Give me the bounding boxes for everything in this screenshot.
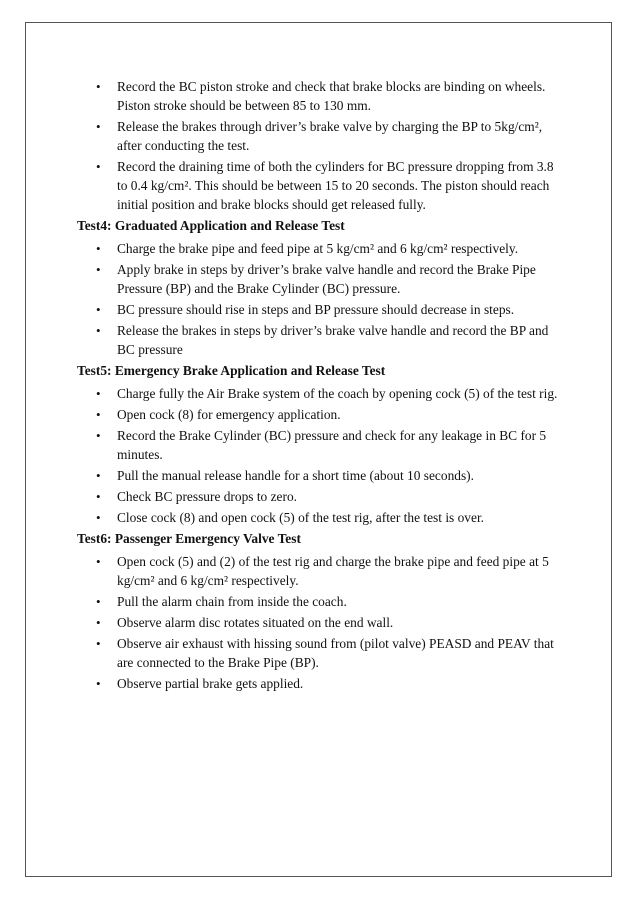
test5-section bbox=[77, 361, 562, 527]
test5-list bbox=[77, 384, 562, 527]
list-item: • Close cock (8) and open cock (5) of the test rig, after the test is over. bbox=[77, 508, 562, 527]
test6-list bbox=[77, 552, 562, 693]
section-heading: Test6: Passenger Emergency Valve Test bbox=[77, 531, 301, 546]
section-heading: Test4: Graduated Application and Release Test bbox=[77, 218, 345, 233]
list-item: • Charge fully the Air Brake system of the coach by opening cock (5) of the test rig. bbox=[77, 384, 562, 403]
list-item: • Open cock (8) for emergency application. bbox=[77, 405, 562, 424]
list-item: • Pull the alarm chain from inside the coach. bbox=[77, 592, 562, 611]
list-item: • Release the brakes through driver’s brake valve by charging the BP to 5kg/cm², after conducting the test. bbox=[77, 117, 562, 155]
list-item: • BC pressure should rise in steps and BP pressure should decrease in steps. bbox=[77, 300, 562, 319]
list-item: • Observe alarm disc rotates situated on the end wall. bbox=[77, 613, 562, 632]
intro-section bbox=[77, 77, 562, 214]
section-heading: Test5: Emergency Brake Application and Release Test bbox=[77, 363, 386, 378]
list-item: • Record the Brake Cylinder (BC) pressure and check for any leakage in BC for 5 minutes. bbox=[77, 426, 562, 464]
list-item: • Observe air exhaust with hissing sound from (pilot valve) PEASD and PEAV that are connected to the Brake Pipe (BP). bbox=[77, 634, 562, 672]
list-item: • Record the draining time of both the cylinders for BC pressure dropping from 3.8 to 0.4 kg/cm². This should be between 15 to 20 seconds. The piston should reach initial position and brake blocks should get released fully. bbox=[77, 157, 562, 214]
list-item: • Open cock (5) and (2) of the test rig and charge the brake pipe and feed pipe at 5 kg/cm² and 6 kg/cm² respectively. bbox=[77, 552, 562, 590]
list-item: • Observe partial brake gets applied. bbox=[77, 674, 562, 693]
list-item: • Check BC pressure drops to zero. bbox=[77, 487, 562, 506]
test4-list bbox=[77, 239, 562, 359]
list-item: • Pull the manual release handle for a short time (about 10 seconds). bbox=[77, 466, 562, 485]
test6-section bbox=[77, 529, 562, 693]
list-item: • Apply brake in steps by driver’s brake valve handle and record the Brake Pipe Pressure (BP) and the Brake Cylinder (BC) pressure. bbox=[77, 260, 562, 298]
intro-list bbox=[77, 77, 562, 214]
test4-section bbox=[77, 216, 562, 359]
document-body bbox=[77, 77, 562, 695]
list-item: • Release the brakes in steps by driver’s brake valve handle and record the BP and BC pressure bbox=[77, 321, 562, 359]
list-item: • Record the BC piston stroke and check that brake blocks are binding on wheels. Piston stroke should be between 85 to 130 mm. bbox=[77, 77, 562, 115]
list-item: • Charge the brake pipe and feed pipe at 5 kg/cm² and 6 kg/cm² respectively. bbox=[77, 239, 562, 258]
